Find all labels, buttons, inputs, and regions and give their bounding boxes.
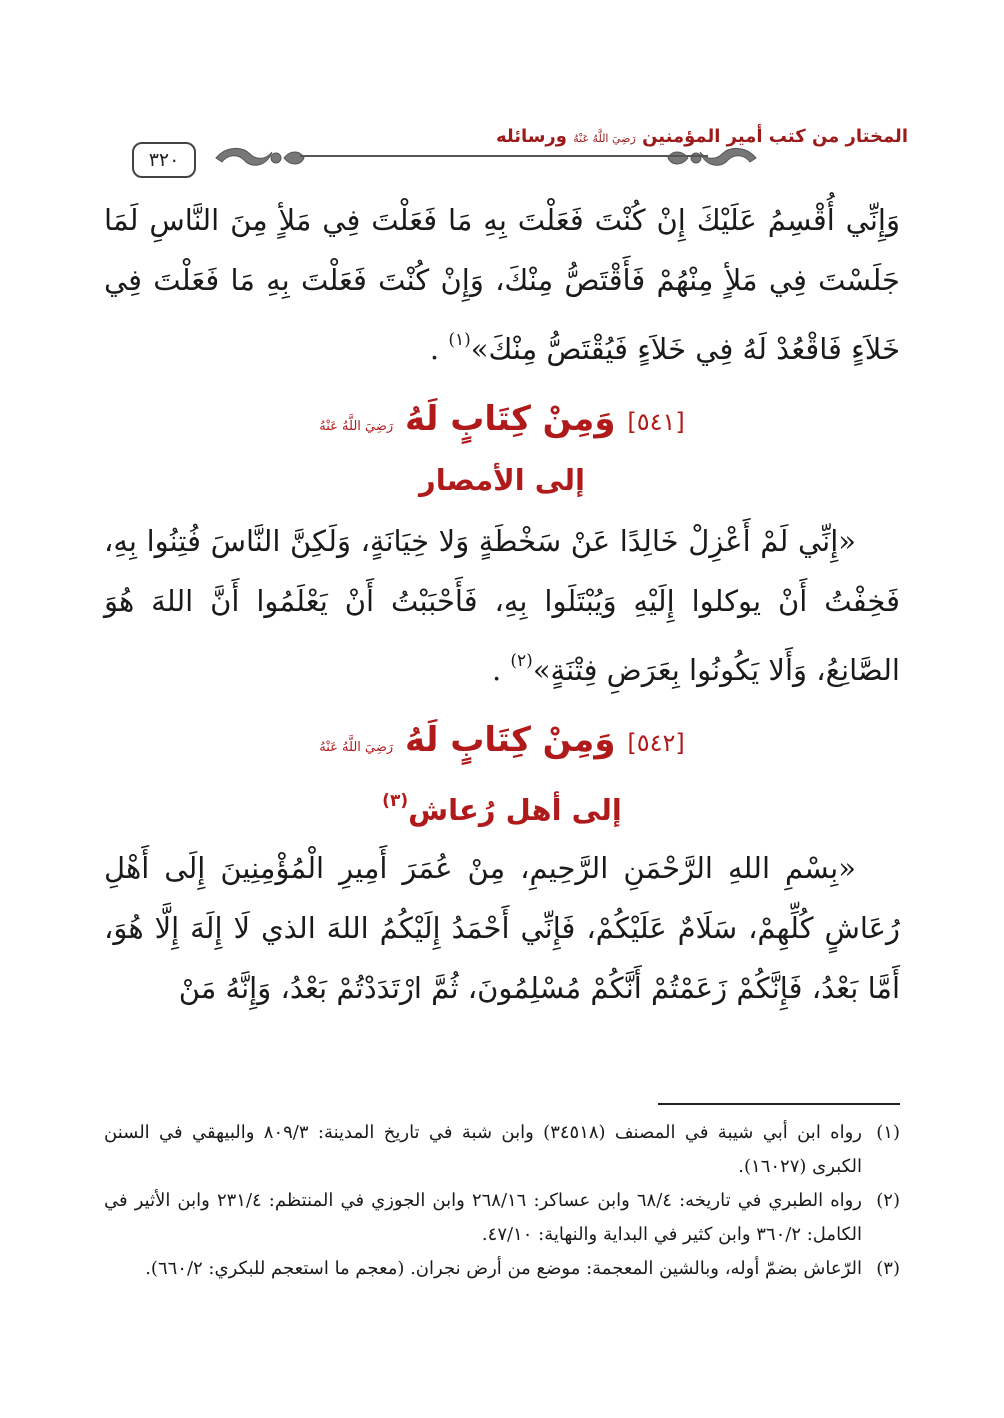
- opening-text: وَإِنِّي أُقْسِمُ عَلَيْكَ إِنْ كُنْتَ فَعَلْتَ بِهِ مَا فَعَلْتَ فِي مَلأٍ مِنَ النَّاسِ لَمَا جَلَسْتَ فِي مَلأٍ مِنْهُمْ فَأَقْتَصُّ مِنْكَ، وَإِنْ كُنْتَ فَعَلْتَ بِهِ مَا فَعَلْتَ فِي خَلاَءٍ فَاقْعُدْ لَهُ فِي خَلاَءٍ فَيُقْتَصُّ مِنْكَ»: [104, 203, 900, 366]
- footnote-ref-3[interactable]: (٣): [382, 791, 409, 811]
- running-header-honorific: رَضِيَ اللَّهُ عَنْهُ: [573, 132, 636, 145]
- running-header: [220, 126, 908, 147]
- section-542-honorific: رَضِيَ اللَّهُ عَنْهُ: [319, 740, 394, 755]
- section-542-subheading: [104, 770, 900, 832]
- page-number: ٣٢٠: [132, 142, 196, 178]
- section-542-heading: [104, 710, 900, 770]
- footnotes: [104, 1116, 900, 1286]
- header-rule: [300, 155, 708, 157]
- footnote-1-text: رواه ابن أبي شيبة في المصنف (٣٤٥١٨) وابن شبة في تاريخ المدينة: ٨٠٩/٣ والبيهقي في السنن الكبرى (١٦٠٢٧).: [104, 1122, 862, 1177]
- footnote-2-text: رواه الطبري في تاريخه: ٦٨/٤ وابن عساكر: ٢٦٨/١٦ وابن الجوزي في المنتظم: ٢٣١/٤ وابن الأثير في الكامل: ٣٦٠/٢ وابن كثير في البداية والنهاية: ٤٧/١٠.: [104, 1190, 863, 1245]
- footnote-2-number: (٢): [876, 1190, 900, 1211]
- footnote-ref-2[interactable]: (٢): [510, 651, 533, 671]
- opening-end: .: [429, 332, 449, 366]
- section-541-title: وَمِنْ كِتَابٍ لَهُ: [405, 399, 616, 439]
- section-542-subheading-text: إلى أهل رُعاش: [408, 793, 622, 827]
- section-542-text: «بِسْمِ اللهِ الرَّحْمَنِ الرَّحِيمِ، مِنْ عُمَرَ أَمِيرِ الْمُؤْمِنِينَ إِلَى أَهْلِ رُعَاشٍ كُلِّهِمْ، سَلَامٌ عَلَيْكُمْ، فَإِنِّي أَحْمَدُ إِلَيْكُمُ اللهَ الذي لَا إِلَهَ إِلَّا هُوَ، أَمَّا بَعْدُ، فَإِنَّكُمْ زَعَمْتُمْ أَنَّكُمْ مُسْلِمُونَ، ثُمَّ ارْتَدَدْتُمْ بَعْدُ، وَإِنَّهُ مَنْ: [104, 851, 900, 1005]
- running-header-title: المختار من كتب أمير المؤمنين: [642, 126, 908, 147]
- section-541-honorific: رَضِيَ اللَّهُ عَنْهُ: [319, 419, 394, 434]
- footnote-3: [104, 1252, 900, 1286]
- footnote-separator: [658, 1103, 900, 1105]
- footnote-2: [104, 1184, 900, 1252]
- footnote-3-number: (٣): [876, 1258, 900, 1279]
- section-542-paragraph: [104, 838, 900, 1018]
- section-541-subheading: إلى الأمصار: [419, 463, 585, 497]
- section-541-end: .: [491, 653, 511, 687]
- page-body: [104, 190, 900, 1018]
- footnote-1: [104, 1116, 900, 1184]
- section-542-number: [٥٤٢]: [627, 729, 685, 757]
- running-header-suffix: ورسائله: [495, 126, 567, 147]
- section-541-text: «إِنِّي لَمْ أَعْزِلْ خَالِدًا عَنْ سَخْطَةٍ وَلا خِيَانَةٍ، وَلَكِنَّ النَّاسَ فُتِنُوا بِهِ، فَخِفْتُ أَنْ يوكلوا إِلَيْهِ وَيُبْتَلَوا بِهِ، فَأَحْبَبْتُ أَنْ يَعْلَمُوا أَنَّ اللهَ هُوَ الصَّانِعُ، وَأَلا يَكُونُوا بِعَرَضِ فِتْنَةٍ»: [104, 524, 900, 687]
- section-541-paragraph: [104, 511, 900, 700]
- footnote-1-number: (١): [876, 1122, 900, 1143]
- section-541-number: [٥٤١]: [627, 408, 685, 436]
- section-541-heading: [104, 389, 900, 449]
- footnote-ref-1[interactable]: (١): [448, 330, 471, 350]
- section-542-title: وَمِنْ كِتَابٍ لَهُ: [405, 720, 616, 760]
- footnote-3-text: الرّعاش بضمّ أوله، وبالشين المعجمة: موضع من أرض نجران. (معجم ما استعجم للبكري: ٦٦٠/٢).: [145, 1258, 862, 1279]
- opening-paragraph: [104, 190, 900, 379]
